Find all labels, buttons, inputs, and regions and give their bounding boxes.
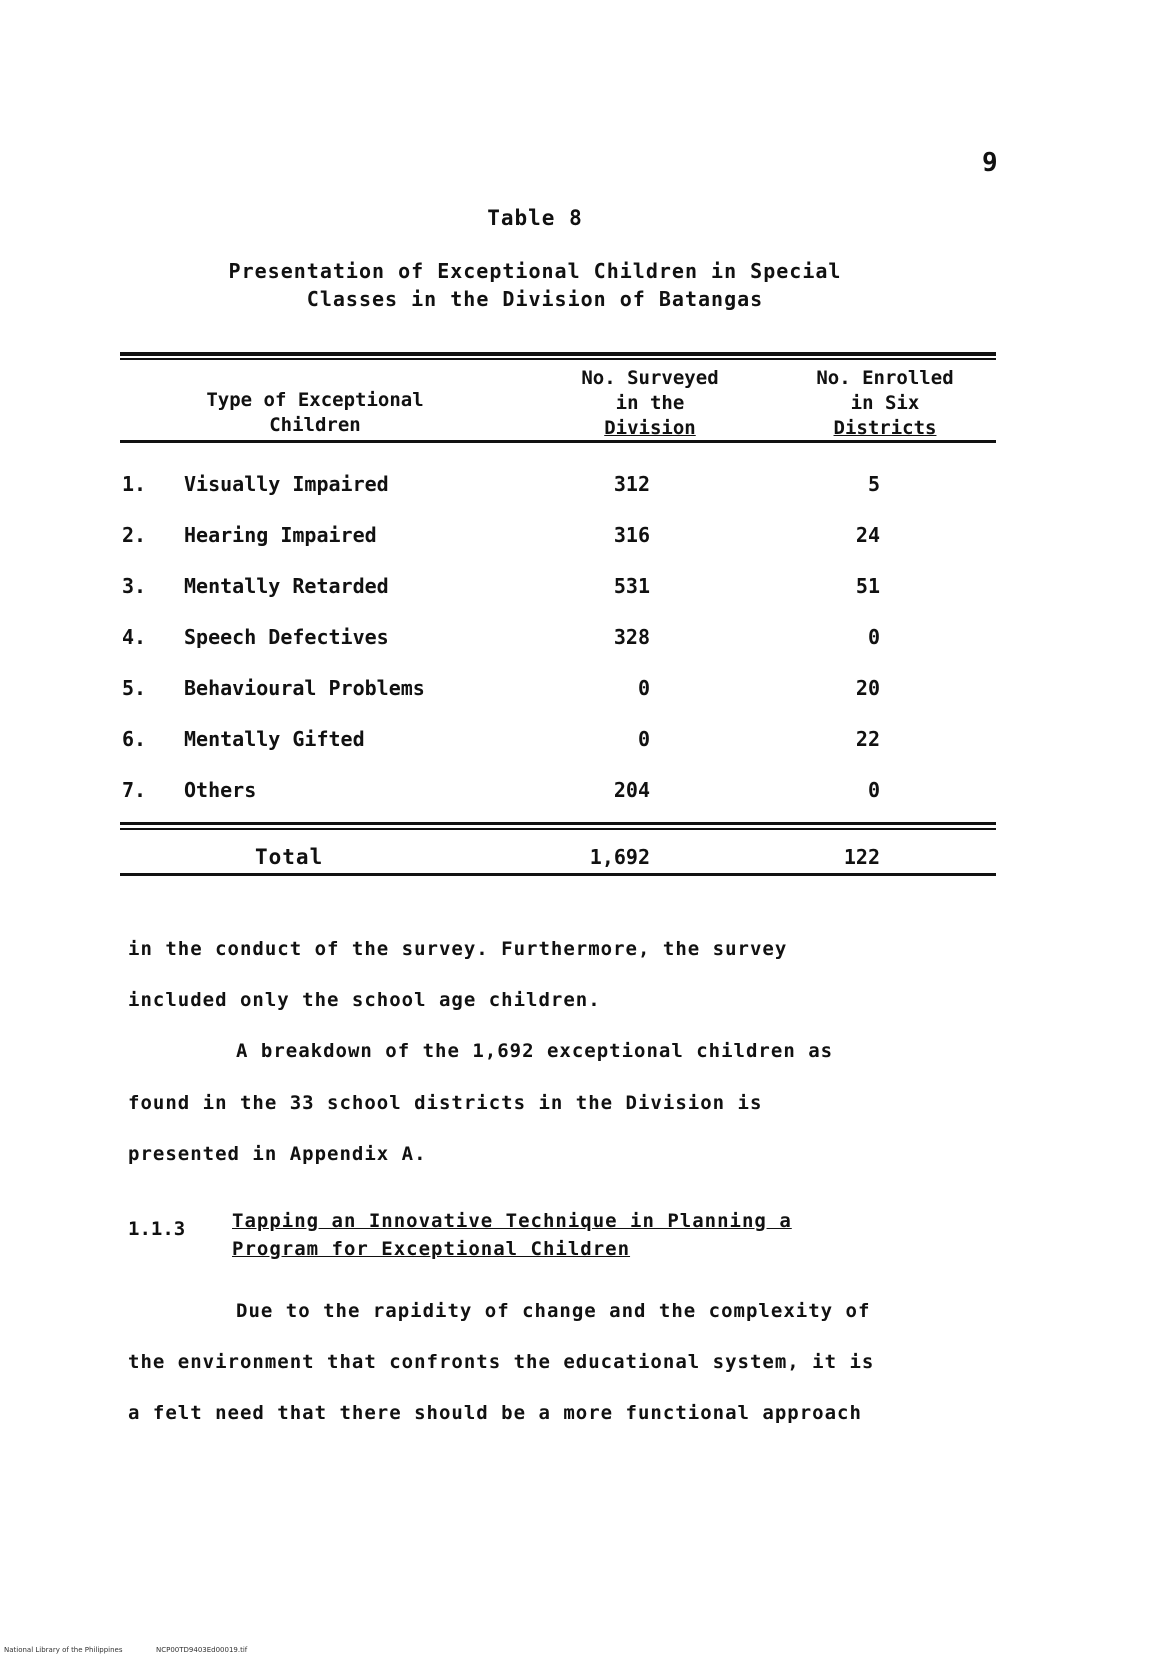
section-title-line-1: Tapping an Innovative Technique in Planning a xyxy=(232,1210,792,1232)
paragraph-line: A breakdown of the 1,692 exceptional children as xyxy=(236,1040,834,1062)
footer-file: NCP00TD9403Ed00019.tif xyxy=(156,1646,248,1654)
row-surveyed: 328 xyxy=(613,625,650,649)
row-number: 6. xyxy=(122,727,147,751)
header-type-line-2: Children xyxy=(269,414,361,436)
paragraph-line: a felt need that there should be a more functional approach xyxy=(128,1402,862,1424)
row-number: 2. xyxy=(122,523,147,547)
paragraph-line: presented in Appendix A. xyxy=(128,1143,427,1165)
header-enrolled-line-3: Districts xyxy=(833,417,937,439)
footer-library: National Library of the Philippines xyxy=(4,1646,123,1654)
page-number: 9 xyxy=(982,148,998,178)
paragraph-line: the environment that confronts the educational system, it is xyxy=(128,1351,875,1373)
row-enrolled: 20 xyxy=(855,676,880,700)
header-type xyxy=(150,388,480,438)
table-title: Table 8 xyxy=(487,206,583,230)
caption-line-2: Classes in the Division of Batangas xyxy=(306,287,764,311)
section-number: 1.1.3 xyxy=(128,1218,186,1240)
table-caption xyxy=(0,257,1070,313)
header-enrolled-line-2: in Six xyxy=(850,392,920,414)
row-surveyed: 531 xyxy=(613,574,650,598)
header-surveyed xyxy=(545,366,755,441)
header-enrolled-line-1: No. Enrolled xyxy=(816,367,954,389)
total-surveyed: 1,692 xyxy=(589,845,650,869)
paragraph-line: included only the school age children. xyxy=(128,989,601,1011)
row-number: 3. xyxy=(122,574,147,598)
total-enrolled: 122 xyxy=(843,845,880,869)
caption-line-1: Presentation of Exceptional Children in Special xyxy=(228,259,842,283)
row-enrolled: 24 xyxy=(855,523,880,547)
row-enrolled: 0 xyxy=(867,778,880,802)
row-enrolled: 5 xyxy=(867,472,880,496)
row-number: 4. xyxy=(122,625,147,649)
row-label: Mentally Retarded xyxy=(184,574,389,598)
row-surveyed: 204 xyxy=(613,778,650,802)
header-surveyed-line-1: No. Surveyed xyxy=(581,367,719,389)
row-surveyed: 316 xyxy=(613,523,650,547)
row-label: Hearing Impaired xyxy=(184,523,377,547)
row-number: 1. xyxy=(122,472,147,496)
row-surveyed: 0 xyxy=(637,676,650,700)
paragraph-line: Due to the rapidity of change and the complexity of xyxy=(236,1300,871,1322)
row-label: Others xyxy=(184,778,257,802)
row-number: 7. xyxy=(122,778,147,802)
header-type-line-1: Type of Exceptional xyxy=(206,389,424,411)
row-label: Behavioural Problems xyxy=(184,676,425,700)
row-enrolled: 22 xyxy=(855,727,880,751)
table-top-rule xyxy=(120,352,996,356)
header-enrolled xyxy=(770,366,1000,441)
section-title-line-2: Program for Exceptional Children xyxy=(232,1238,631,1260)
row-label: Visually Impaired xyxy=(184,472,389,496)
table-top-rule-2 xyxy=(120,358,996,360)
row-number: 5. xyxy=(122,676,147,700)
total-label: Total xyxy=(255,845,324,869)
paragraph-line: found in the 33 school districts in the Division is xyxy=(128,1092,763,1114)
header-bottom-rule xyxy=(120,440,996,443)
section-title xyxy=(232,1207,792,1263)
row-label: Mentally Gifted xyxy=(184,727,365,751)
paragraph-line: in the conduct of the survey. Furthermore, the survey xyxy=(128,938,788,960)
total-top-rule-2 xyxy=(120,828,996,830)
table-bottom-rule xyxy=(120,873,996,876)
header-surveyed-line-3: Division xyxy=(604,417,696,439)
header-surveyed-line-2: in the xyxy=(615,392,685,414)
row-surveyed: 312 xyxy=(613,472,650,496)
row-label: Speech Defectives xyxy=(184,625,389,649)
row-enrolled: 51 xyxy=(855,574,880,598)
row-surveyed: 0 xyxy=(637,727,650,751)
total-top-rule xyxy=(120,822,996,825)
row-enrolled: 0 xyxy=(867,625,880,649)
